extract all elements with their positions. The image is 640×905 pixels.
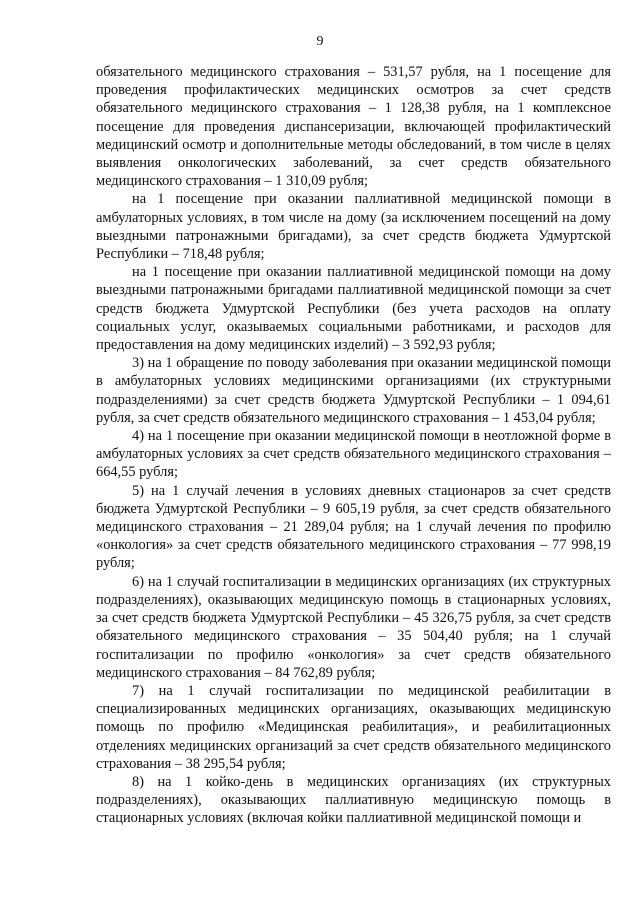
paragraph-palliative-home-visits: на 1 посещение при оказании паллиативной медицинской помощи на дому выездными патронажными бригадами паллиативной медицинской помощи за счет средств бюджета Удмуртской Республики (без учета расходов на оплату социальных услуг, оказываемых социальными работниками, и расходов для предоставления на дому медицинских изделий) – 3 592,93 рубля; xyxy=(96,264,611,354)
paragraph-item-6: 6) на 1 случай госпитализации в медицинских организациях (их структурных подразделениях), оказывающих медицинскую помощь в стационарных условиях, за счет средств бюджета Удмуртской Республики – 45 326,75 рубля, за счет средств обязательного медицинского страхования – 35 504,40 рубля; на 1 случай госпитализации по профилю «онкология» за счет средств обязательного медицинского страхования – 84 762,89 рубля; xyxy=(96,573,611,681)
paragraph-item-5: 5) на 1 случай лечения в условиях дневных стационаров за счет средств бюджета Удмуртской Республики – 9 605,19 рубля, за счет средств обязательного медицинского страхования – 21 289,04 рубля; на 1 случай лечения по профилю «онкология» за счет средств обязательного медицинского страхования – 77 998,19 рубля; xyxy=(96,482,611,572)
page-number: 9 xyxy=(316,34,324,49)
document-body xyxy=(96,63,611,828)
paragraph-palliative-ambulatory: на 1 посещение при оказании паллиативной медицинской помощи в амбулаторных условиях, в том числе на дому (за исключением посещений на дому выездными патронажными бригадами), за счет средств бюджета Удмуртской Республики – 718,48 рубля; xyxy=(96,191,611,263)
paragraph-item-4: 4) на 1 посещение при оказании медицинской помощи в неотложной форме в амбулаторных условиях за счет средств обязательного медицинского страхования – 664,55 рубля; xyxy=(96,428,611,481)
paragraph-item-7: 7) на 1 случай госпитализации по медицинской реабилитации в специализированных медицинских организациях, оказывающих медицинскую помощь по профилю «Медицинская реабилитация», и реабилитационных отделениях медицинских организаций за счет средств обязательного медицинского страхования – 38 295,54 рубля; xyxy=(96,682,611,772)
paragraph-continuation: обязательного медицинского страхования – 531,57 рубля, на 1 посещение для проведения профилактических медицинских осмотров за счет средств обязательного медицинского страхования – 1 128,38 рубля, на 1 комплексное посещение для проведения диспансеризации, включающей профилактический медицинский осмотр и дополнительные методы обследований, в том числе в целях выявления онкологических заболеваний, за счет средств обязательного медицинского страхования – 1 310,09 рубля; xyxy=(96,64,611,190)
paragraph-item-3: 3) на 1 обращение по поводу заболевания при оказании медицинской помощи в амбулаторных условиях медицинскими организациями (их структурными подразделениями) за счет средств бюджета Удмуртской Республики – 1 094,61 рубля, за счет средств обязательного медицинского страхования – 1 453,04 рубля; xyxy=(96,355,611,426)
paragraph-item-8: 8) на 1 койко-день в медицинских организациях (их структурных подразделениях), оказывающих паллиативную медицинскую помощь в стационарных условиях (включая койки паллиативной медицинской помощи и xyxy=(96,773,611,827)
